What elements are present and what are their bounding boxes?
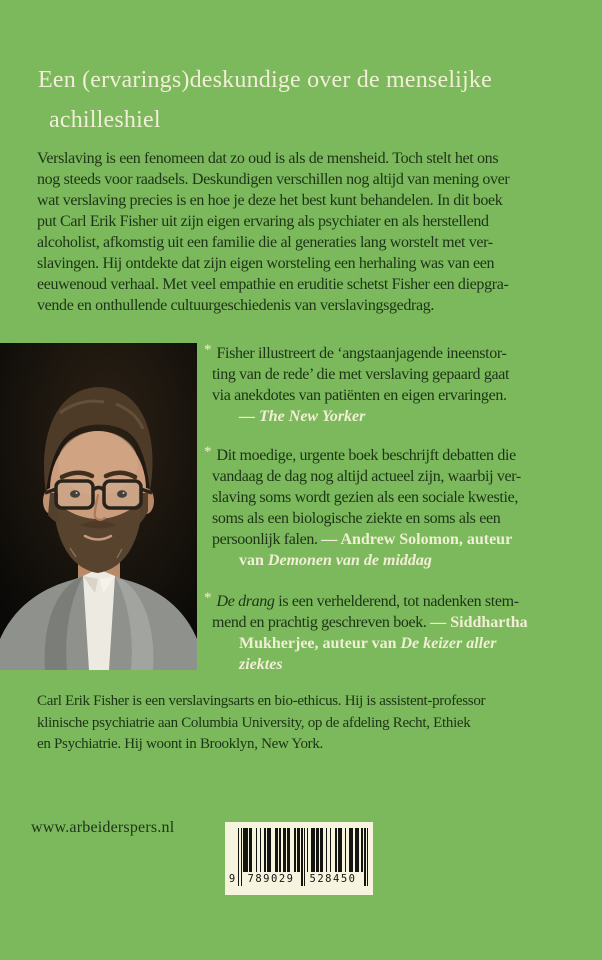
quote-line [204,442,594,466]
barcode-bar [301,828,302,886]
quote-text-run: slaving soms wordt gezien als een sociale kwestie, [212,489,518,506]
barcode-bar [276,828,277,872]
text-line: put Carl Erik Fisher uit zijn eigen ervaring als psychiater en als herstellend [37,213,489,230]
quote-text-run: van [239,552,268,569]
barcode-bar [357,828,358,872]
barcode-bar [345,828,346,872]
text-line: vende en onthullende cultuurgeschiedenis van verslavingsgedrag. [37,297,435,314]
barcode-bar [330,828,331,872]
quote-line [204,340,594,364]
quote-text-run: vandaag de dag nog altijd actueel zijn, waarbij ver- [212,468,521,485]
quote-text-run: Mukherjee, auteur van [239,635,401,652]
quote-line [204,588,594,612]
quote-andrew-solomon [204,442,594,571]
barcode-bar [294,828,295,872]
barcode-bar [250,828,251,872]
quote-text-run: Fisher illustreert de ‘angstaanjagende ineenstor- [216,345,507,362]
quote-text-run: — Siddhartha [430,614,528,631]
barcode-bar [352,828,353,872]
quote-text-run: — The New Yorker [239,408,366,425]
quote-line [212,466,594,487]
intro-paragraph [37,148,509,316]
quote-text-run: persoonlijk falen. [212,531,322,548]
quote-line [212,487,594,508]
quote-text-run: ting van de rede’ die met verslaving gepaard gaat [212,366,510,383]
tagline-line-2: achilleshiel [49,107,161,133]
quote-text-run: Demonen van de middag [267,552,432,569]
barcode-digits: 528450 [306,872,360,886]
barcode-digits: 789029 [244,872,298,886]
quote-line [212,633,594,654]
barcode-bar [289,828,290,872]
text-line: klinische psychiatrie aan Columbia University, op de afdeling Recht, Ethiek [37,714,471,731]
text-line: alcoholist, afkomstig uit een familie die al generaties lang worstelt met ver- [37,234,493,251]
barcode-bar [241,828,242,886]
barcode-bar [313,828,314,872]
barcode-bar [238,828,239,886]
quote-text-run: De drang [216,593,275,610]
quote-line [212,364,594,385]
barcode-bar [264,828,265,872]
quote-star-icon: * [204,590,212,606]
barcode-bar [335,828,336,872]
quote-text-run: via anekdotes van patiënten en eigen ervaringen. [212,387,507,404]
author-photo [0,343,197,670]
author-bio [37,691,485,756]
quote-line [212,612,594,633]
publisher-website: www.arbeiderspers.nl [31,819,175,836]
quote-line [212,406,594,427]
quote-text-run: Dit moedige, urgente boek beschrijft debatten die [216,447,516,464]
quote-line [212,654,594,675]
text-line: eeuwenoud verhaal. Met veel empathie en eruditie schetst Fisher een diepgra- [37,276,509,293]
quote-star-icon: * [204,444,212,460]
quote-text-run: soms als een biologische ziekte en soms als een [212,510,501,527]
quote-star-icon: * [204,342,212,358]
barcode-bar [256,828,257,872]
barcode [225,822,373,895]
barcode-bar [318,828,319,872]
tagline-line-1: Een (ervarings)deskundige over de menselijke [38,67,492,93]
text-line: en Psychiatrie. Hij woont in Brooklyn, New York. [37,736,324,752]
text-line: Verslaving is een fenomeen dat zo oud is als de mensheid. Toch stelt het ons [37,150,499,167]
barcode-bar [298,828,299,872]
quote-new-yorker [204,340,594,427]
quote-text-run: ziektes [239,656,283,673]
barcode-bar [361,828,362,872]
quote-line [212,385,594,406]
text-line: Carl Erik Fisher is een verslavingsarts en bio-ethicus. Hij is assistent-professor [37,693,486,709]
tagline [38,60,492,140]
quote-text-run: — Andrew Solomon, auteur [321,531,513,548]
barcode-bar [285,828,286,872]
barcode-bar [364,828,365,886]
text-line: slavingen. Hij ontdekte dat zijn eigen worsteling een herhaling was van een [37,255,495,272]
quote-text-run: mend en prachtig geschreven boek. [212,614,431,631]
barcode-bar [326,828,327,872]
barcode-bar [322,828,323,872]
author-portrait-illustration [0,343,197,670]
barcode-bar [307,828,308,872]
quote-text-run: is een verhelderend, tot nadenken stem- [274,593,519,610]
text-line: nog steeds voor raadsels. Deskundigen verschillen nog altijd van mening over [37,171,510,188]
barcode-bar [341,828,342,872]
text-line: wat verslaving precies is en hoe je deze het best kunt behandelen. In dit boek [37,192,503,209]
quote-line [212,508,594,529]
quote-siddhartha-mukherjee [204,588,594,675]
barcode-digits: 9 [228,873,236,885]
quote-line [212,550,594,571]
quote-line [212,529,594,550]
barcode-bar [246,828,247,872]
barcode-bar [279,828,280,872]
barcode-bar [260,828,261,872]
barcode-bar [270,828,271,872]
barcode-bar [367,828,368,886]
quote-text-run: De keizer aller [400,635,497,652]
